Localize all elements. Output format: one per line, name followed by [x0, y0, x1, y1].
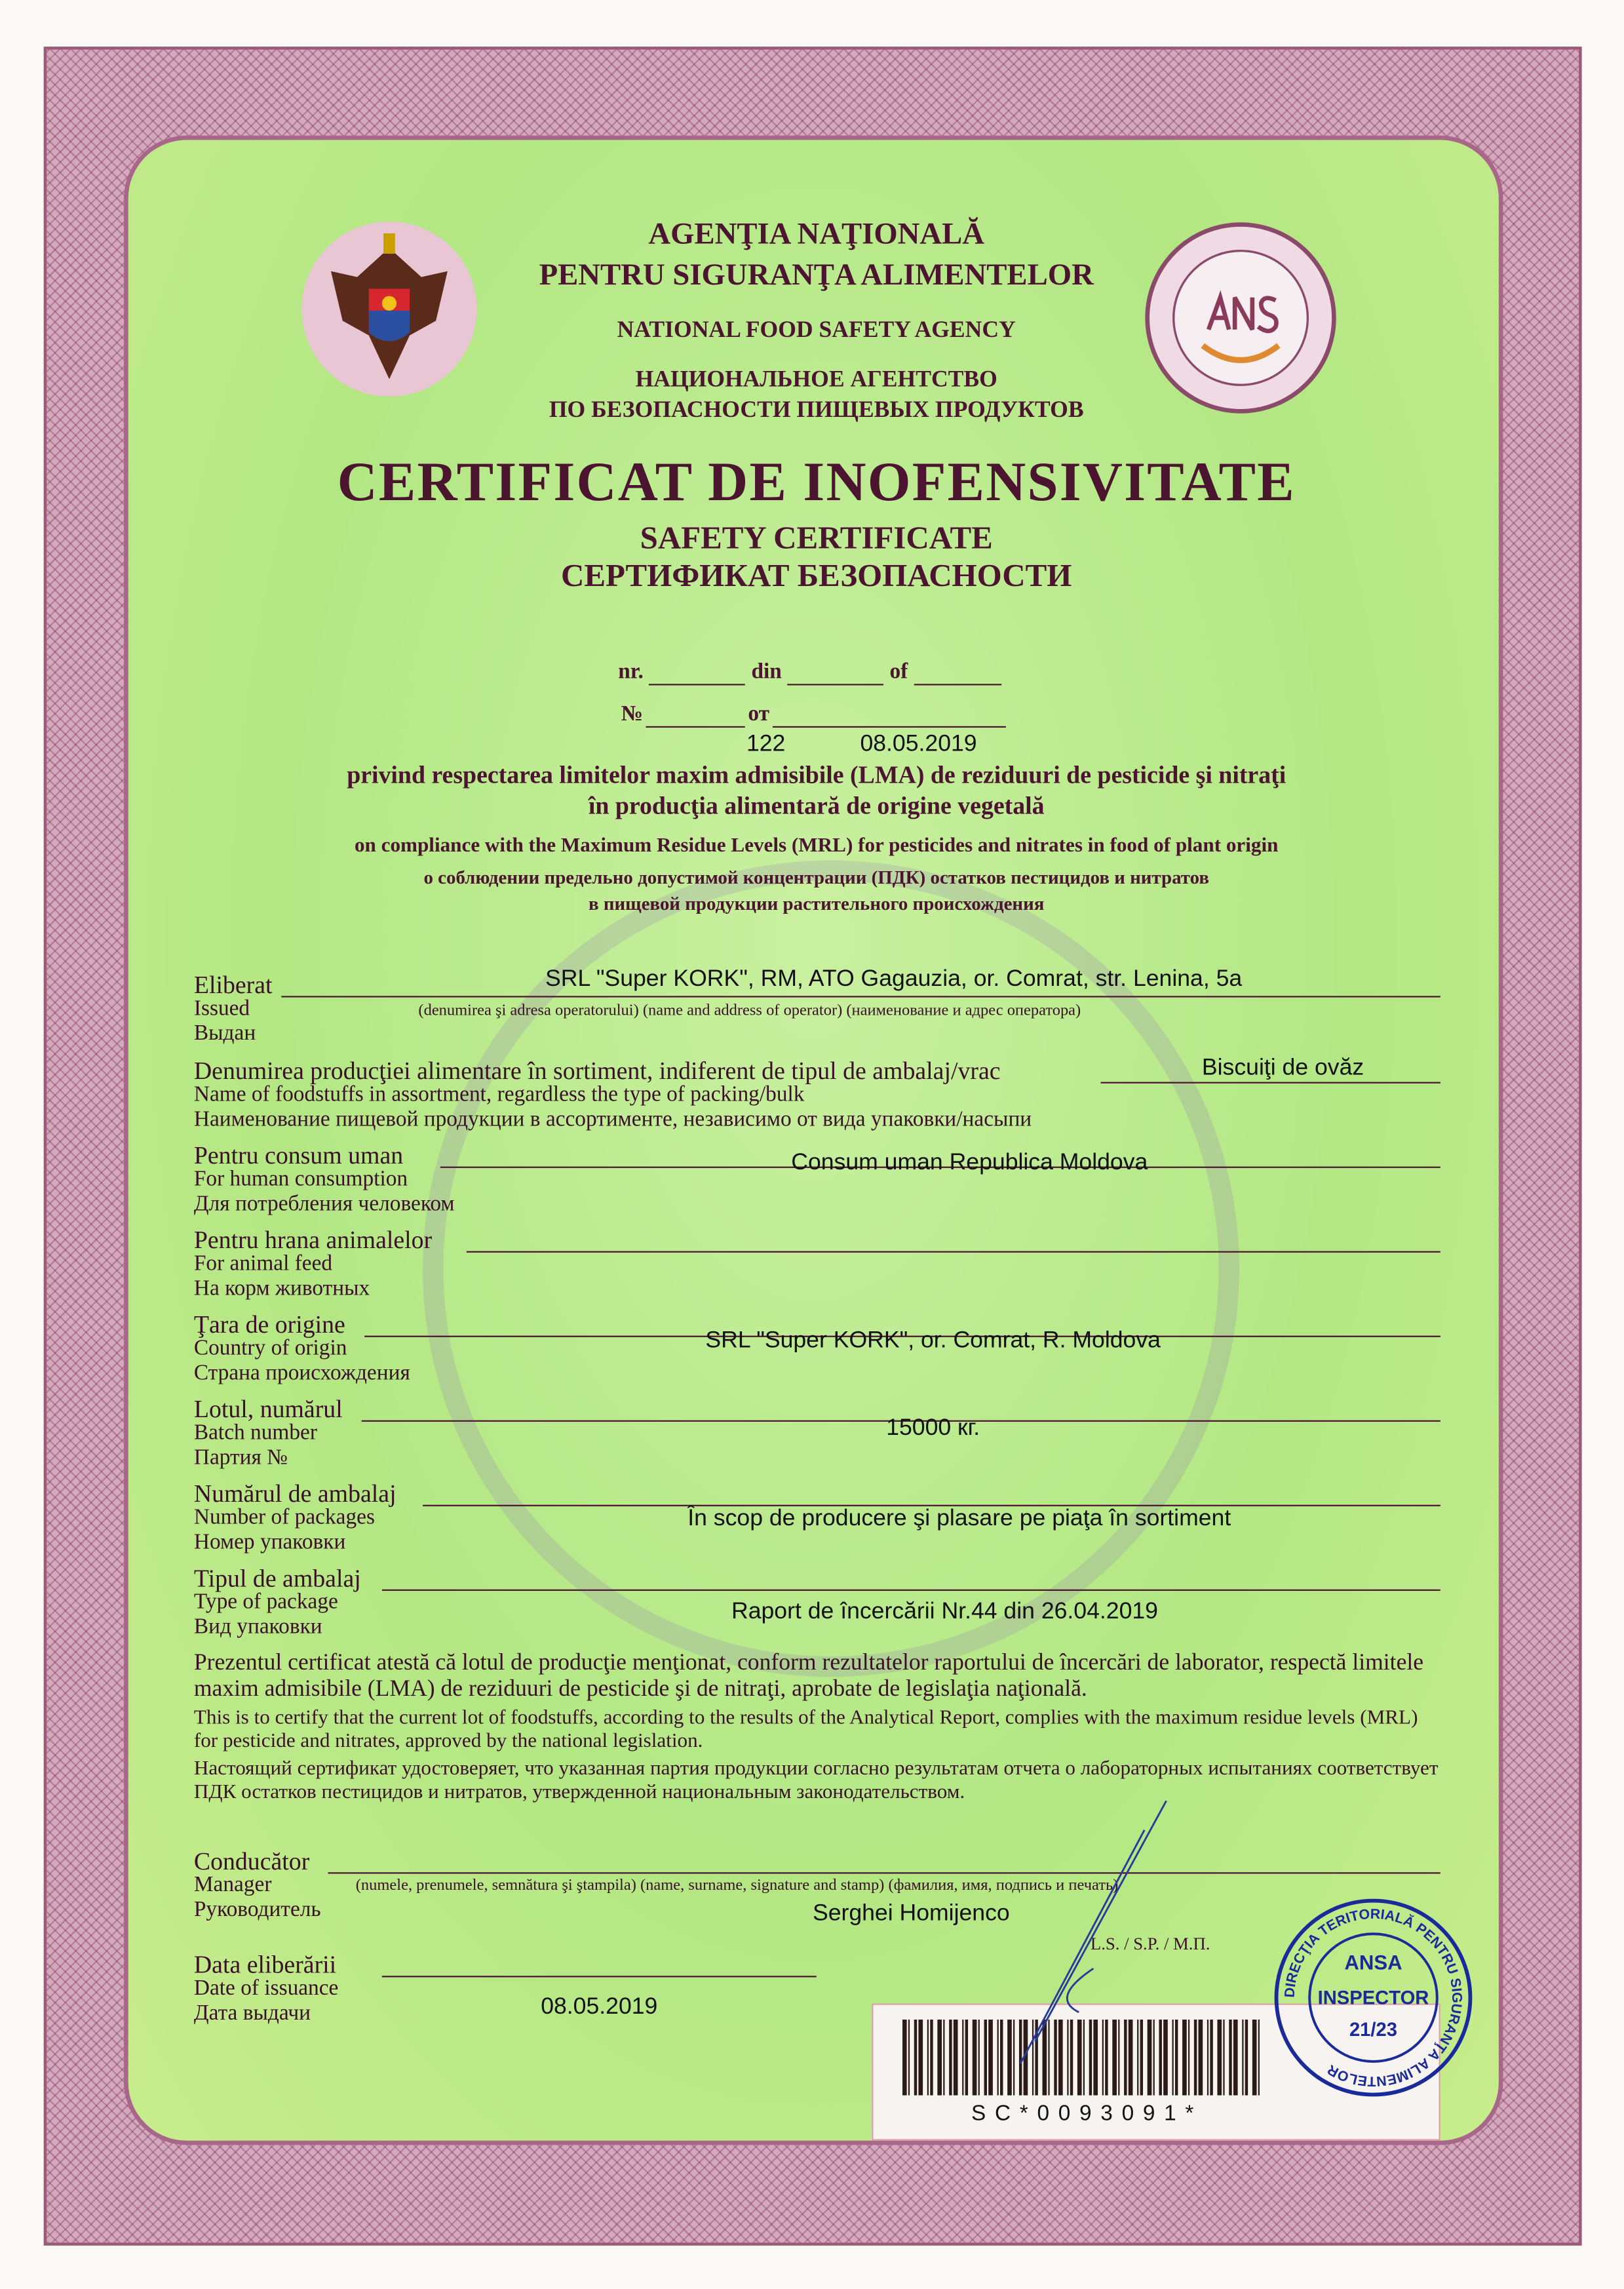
packages-label-ru: Номер упаковки	[193, 1531, 346, 1555]
field-manager	[194, 1849, 321, 1923]
certificate-number: 122	[746, 732, 786, 757]
barcode-bar	[914, 2020, 917, 2096]
barcode-bar	[1188, 2020, 1189, 2096]
animal-line	[467, 1251, 1440, 1253]
barcode-bar	[965, 2020, 968, 2096]
barcode-bar	[930, 2020, 933, 2096]
human-value: Consum uman Republica Moldova	[791, 1150, 1148, 1175]
agency-name-en: NATIONAL FOOD SAFETY AGENCY	[617, 317, 1016, 343]
batch-label-ro: Lotul, numărul	[193, 1395, 343, 1424]
issue-date-label-ro: Data eliberării	[193, 1951, 337, 1979]
issued-value: SRL "Super KORK", RM, ATO Gagauzia, or. Comrat, str. Lenina, 5a	[545, 966, 1243, 992]
stamp-top: ANSA	[1344, 1951, 1402, 1974]
package-type-label-ru: Вид упаковки	[193, 1615, 322, 1639]
barcode-bar	[997, 2020, 999, 2096]
barcode-bar	[962, 2020, 963, 2096]
package-type-line	[382, 1590, 1440, 1591]
origin-label-en: Country of origin	[193, 1337, 347, 1361]
agency-name-ro-2: PENTRU SIGURANŢA ALIMENTELOR	[539, 256, 1094, 292]
batch-label-ru: Партия №	[193, 1446, 288, 1470]
product-label-ro: Denumirea producţiei alimentare în sortiment, indiferent de tipul de ambalaj/vrac	[193, 1057, 1001, 1086]
barcode-bar	[908, 2020, 910, 2096]
field-issued	[194, 973, 273, 1047]
barcode-bar	[1223, 2020, 1224, 2096]
barcode-bar	[1229, 2020, 1231, 2096]
agency-name-ru-2: ПО БЕЗОПАСНОСТИ ПИЩЕВЫХ ПРОДУКТОВ	[549, 398, 1084, 423]
package-type-label-ro: Tipul de ambalaj	[193, 1564, 361, 1593]
barcode-bar	[943, 2020, 944, 2096]
barcode-bar	[902, 2020, 907, 2096]
field-animal	[194, 1228, 432, 1302]
certificate-title-ru: СЕРТИФИКАТ БЕЗОПАСНОСТИ	[561, 557, 1072, 594]
signature	[1006, 1793, 1181, 2071]
manager-line	[328, 1872, 1440, 1873]
human-label-ru: Для потребления человеком	[193, 1192, 455, 1217]
human-label-ro: Pentru consum uman	[193, 1141, 404, 1170]
barcode-text: S C * 0 0 9 3 0 9 1 *	[971, 2101, 1195, 2126]
origin-label-ru: Страна происхождения	[193, 1361, 410, 1386]
packages-value: În scop de producere şi plasare pe piaţa în sortiment	[687, 1506, 1231, 1531]
human-label-en: For human consumption	[193, 1167, 408, 1192]
barcode-bar	[927, 2020, 929, 2096]
batch-value: 15000 кг.	[886, 1415, 980, 1441]
of-label: of	[889, 660, 908, 684]
issued-hint: (denumirea şi adresa operatorului) (name and address of operator) (наименование и адрес оператора)	[418, 1002, 1081, 1019]
agency-name-ro-1: AGENŢIA NAŢIONALĂ	[648, 216, 985, 251]
subtitle-ro-2: în producţia alimentară de origine vegetală	[588, 791, 1045, 820]
stamp-ring-text: DIRECŢIA TERITORIALĂ PENTRU SIGURANŢA ALIMENTELOR	[1281, 1906, 1465, 2090]
barcode-bar	[1000, 2020, 1003, 2096]
field-product	[194, 1059, 1032, 1133]
field-packages	[194, 1481, 396, 1555]
manager-label-ro: Conducător	[193, 1847, 310, 1875]
barcode-bar	[1182, 2020, 1187, 2096]
barcode-bar	[1242, 2020, 1243, 2096]
origin-label-ro: Ţara de origine	[193, 1310, 345, 1339]
manager-label-ru: Руководитель	[193, 1898, 321, 1922]
inspector-stamp	[1271, 1896, 1475, 2100]
number-line-ro-en	[618, 661, 1001, 686]
statement-en: This is to certify that the current lot of foodstuffs, according to the results of the Analytical Report, complies with the maximum residue levels (MRL) for pesticide and nitrates, approved by the national legislation.	[193, 1707, 1418, 1753]
subtitle-ru-1: о соблюдении предельно допустимой концентрации (ПДК) остатков пестицидов и нитратов	[423, 866, 1209, 888]
agency-name-ru-1: НАЦИОНАЛЬНОЕ АГЕНТСТВО	[635, 367, 997, 393]
subtitle-ru-2: в пищевой продукции растительного происхождения	[589, 892, 1045, 914]
package-type-value: Raport de încercării Nr.44 din 26.04.2019	[731, 1599, 1158, 1625]
field-origin	[194, 1312, 410, 1386]
origin-value: SRL "Super KORK", or. Comrat, R. Moldova	[705, 1328, 1161, 1354]
animal-label-ru: На корм животных	[193, 1277, 370, 1301]
product-label-ru: Наименование пищевой продукции в ассортименте, независимо от вида упаковки/насыпи	[193, 1108, 1032, 1132]
subtitle-ro-1: privind respectarea limitelor maxim admisibile (LMA) de reziduuri de pesticide şi nitraţi	[347, 761, 1286, 789]
animal-label-en: For animal feed	[193, 1252, 333, 1276]
barcode-bar	[1233, 2020, 1238, 2096]
statement-ro: Prezentul certificat atestă că lotul de producţie menţionat, conform rezultatelor raportului de încercări de laborator, respectă limitele maxim admisibile (LMA) de reziduuri de pesticide şi de nitraţi, aprobate de legislaţia naţională.	[193, 1651, 1424, 1702]
barcode-bar	[1199, 2020, 1203, 2096]
animal-label-ro: Pentru hrana animalelor	[193, 1226, 433, 1255]
field-issue-date	[194, 1953, 339, 2027]
certificate-date: 08.05.2019	[860, 732, 977, 757]
packages-label-en: Number of packages	[193, 1506, 375, 1530]
barcode-bar	[937, 2020, 942, 2096]
barcode-bar	[1210, 2020, 1212, 2096]
barcode-bar	[1258, 2020, 1260, 2096]
din-label: din	[751, 660, 782, 684]
manager-hint: (numele, prenumele, semnătura şi ştampila) (name, surname, signature and stamp) (фамилия, имя, подпись и печать)	[355, 1876, 1119, 1894]
issue-date-label-ru: Дата выдачи	[193, 2002, 311, 2025]
barcode-bar	[978, 2020, 980, 2096]
manager-label-en: Manager	[193, 1873, 272, 1898]
field-human	[194, 1143, 455, 1217]
ls-mark: L.S. / S.P. / М.П.	[1090, 1933, 1210, 1954]
barcode-bar	[1194, 2020, 1197, 2096]
issued-line	[281, 996, 1440, 997]
issue-date-line	[382, 1976, 817, 1977]
product-line	[1100, 1082, 1440, 1084]
certificate-title-en: SAFETY CERTIFICATE	[640, 518, 993, 556]
manager-name: Serghei Homijenco	[812, 1901, 1010, 1927]
barcode-bar	[973, 2020, 977, 2096]
issued-label-en: Issued	[193, 997, 250, 1021]
nr-label: nr.	[618, 660, 644, 684]
stamp-middle: INSPECTOR	[1317, 1987, 1429, 2009]
barcode-bar	[954, 2020, 958, 2096]
issued-label-ru: Выдан	[193, 1022, 256, 1046]
stamp-number: 21/23	[1349, 2019, 1398, 2041]
issued-label-ro: Eliberat	[193, 971, 273, 999]
certificate-title-ro: CERTIFICAT DE INOFENSIVITATE	[337, 452, 1296, 514]
barcode-bar	[984, 2020, 987, 2096]
barcode-bar	[1217, 2020, 1222, 2096]
barcode-bar	[949, 2020, 952, 2096]
product-label-en: Name of foodstuffs in assortment, regardless the type of packing/bulk	[193, 1083, 805, 1107]
subtitle-en: on compliance with the Maximum Residue Levels (MRL) for pesticides and nitrates in food of plant origin	[354, 835, 1279, 858]
package-type-label-en: Type of package	[193, 1590, 338, 1614]
issue-date-value: 08.05.2019	[541, 1995, 658, 2020]
no-label: №	[621, 703, 644, 726]
barcode-bar	[1245, 2020, 1248, 2096]
product-value: Biscuiţi de ovăz	[1201, 1055, 1364, 1081]
issue-date-label-en: Date of issuance	[193, 1977, 339, 2001]
statement-ru: Настоящий сертификат удостоверяет, что указанная партия продукции согласно результатам отчета о лабораторных испытаниях соответствует ПДК остатков пестицидов и нитратов, утвержденной национальным законодательством.	[193, 1758, 1439, 1804]
packages-label-ro: Numărul de ambalaj	[193, 1479, 396, 1508]
barcode-bar	[1207, 2020, 1208, 2096]
ot-label: от	[748, 703, 769, 726]
barcode-bar	[1252, 2020, 1257, 2096]
barcode-bar	[918, 2020, 923, 2096]
field-batch	[194, 1397, 343, 1471]
barcode-bar	[988, 2020, 993, 2096]
number-line-ru	[621, 703, 1006, 728]
field-package-type	[194, 1566, 361, 1640]
batch-label-en: Batch number	[193, 1421, 317, 1445]
